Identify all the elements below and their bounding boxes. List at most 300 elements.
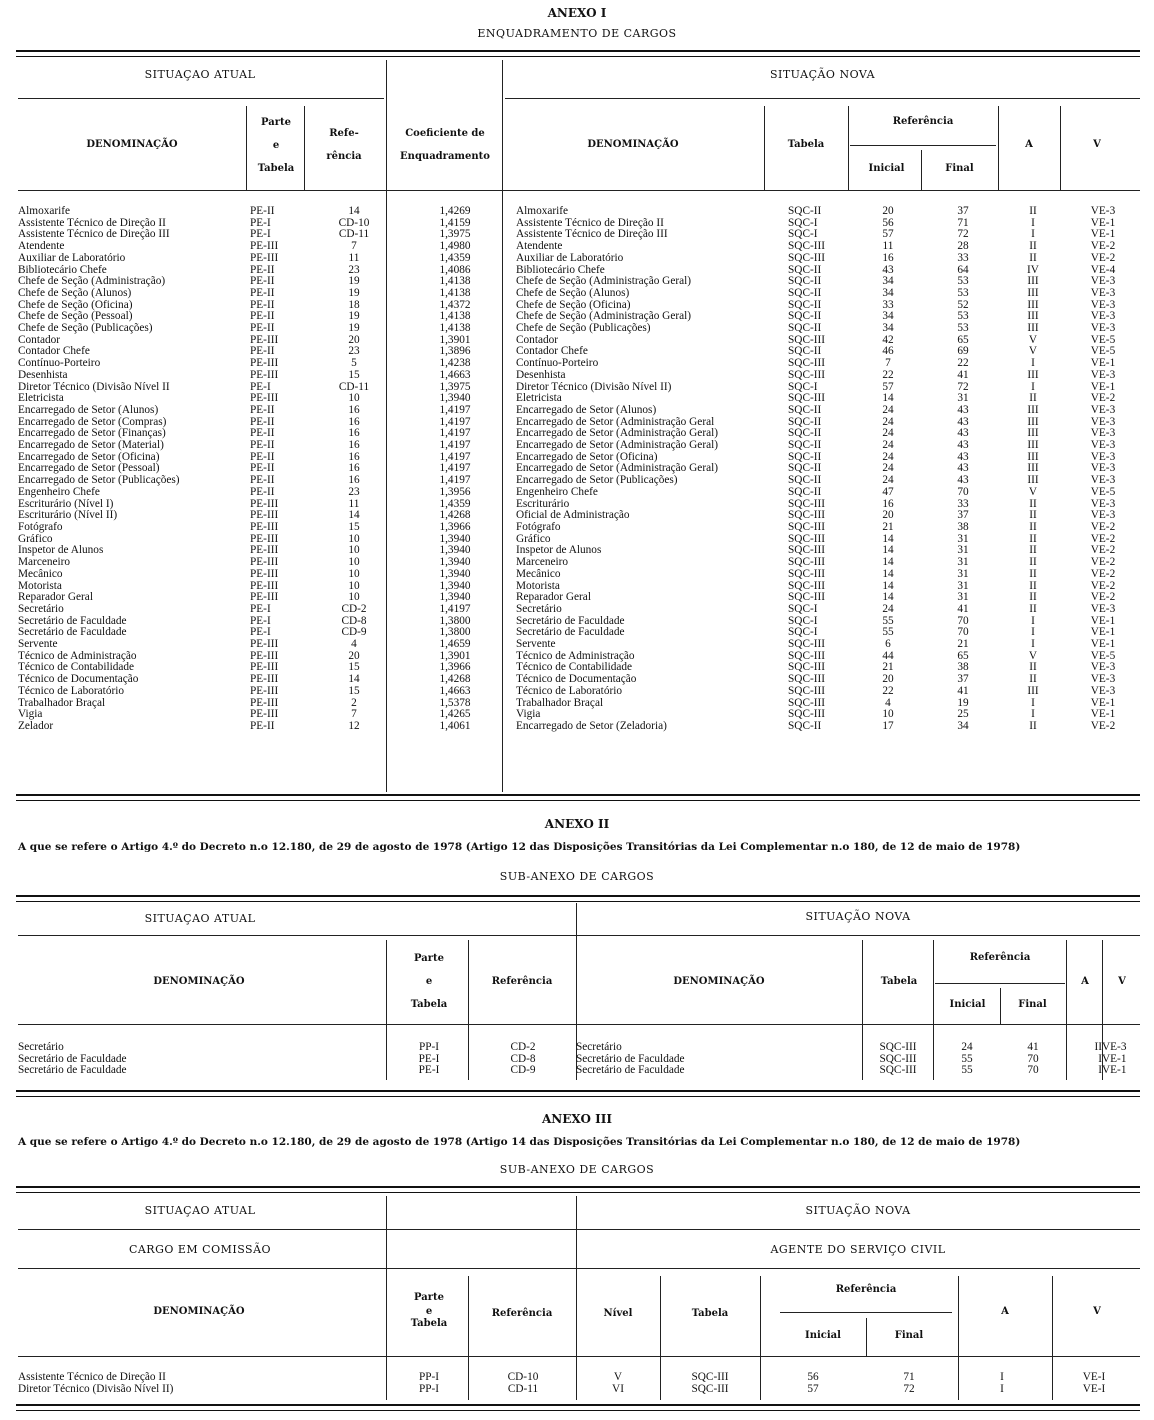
table-cell: 56: [807, 1371, 819, 1383]
table-cell: 19: [348, 275, 360, 288]
table-cell: VE-2: [1090, 520, 1116, 533]
annex3-vline: [866, 1318, 867, 1356]
annex1-h-parte: Parte: [261, 117, 291, 128]
table-cell: 70: [957, 485, 969, 498]
table-cell: PE-III: [250, 591, 279, 604]
table-cell: 5: [351, 357, 357, 370]
annex1-header-bottom-rule: [18, 190, 1140, 191]
table-cell: PE-III: [250, 673, 279, 686]
table-cell: Encarregado de Setor (Oficina): [18, 450, 160, 463]
table-cell: III: [1027, 286, 1039, 299]
table-cell: 65: [957, 333, 969, 346]
table-cell: 1,4086: [439, 263, 471, 276]
table-cell: 1,3966: [439, 520, 471, 533]
table-cell: 7: [351, 240, 357, 253]
annex1-vline: [304, 106, 305, 190]
table-cell: II: [1029, 532, 1037, 545]
table-cell: 57: [807, 1382, 819, 1395]
table-cell: 31: [957, 556, 969, 569]
table-row: [18, 569, 1138, 581]
table-cell: 72: [957, 380, 969, 393]
table-row: [18, 253, 1138, 265]
table-cell: 23: [348, 485, 360, 498]
table-cell: Secretário: [18, 1041, 64, 1053]
table-cell: SQC-II: [788, 450, 822, 463]
table-cell: Escriturário: [516, 497, 570, 510]
table-row: [18, 627, 1138, 639]
table-cell: VE-I: [1082, 1371, 1106, 1383]
table-cell: SQC-III: [788, 240, 826, 253]
table-cell: SQC-III: [879, 1052, 917, 1065]
table-cell: 14: [348, 205, 360, 217]
table-row: [18, 487, 1138, 499]
annex2-h-final: Final: [1018, 999, 1047, 1010]
table-cell: 43: [957, 474, 969, 487]
table-cell: 31: [957, 532, 969, 545]
table-cell: Encarregado de Setor (Alunos): [18, 403, 159, 416]
table-cell: II: [1029, 719, 1037, 732]
table-cell: SQC-II: [788, 403, 822, 416]
table-cell: Técnico de Administração: [18, 649, 137, 662]
table-cell: Motorista: [516, 579, 560, 592]
table-cell: 1,4359: [439, 251, 471, 264]
annex2-h-tabela-nova: Tabela: [880, 976, 918, 987]
table-cell: SQC-III: [788, 579, 826, 592]
table-cell: 14: [882, 591, 894, 604]
annex1-h-denominacao-nova: DENOMINAÇÃO: [587, 139, 679, 150]
table-cell: 10: [348, 579, 360, 592]
table-cell: 1,4980: [439, 240, 471, 253]
annex1-group-atual: SITUAÇAO ATUAL: [144, 68, 256, 81]
table-cell: 53: [957, 310, 969, 323]
annex3-h-referencia: Referência: [491, 1308, 553, 1319]
table-cell: 10: [348, 556, 360, 569]
table-cell: 1,4238: [439, 357, 471, 370]
table-cell: 56: [882, 216, 894, 229]
table-row: [18, 592, 1138, 604]
table-cell: Encarregado de Setor (Material): [18, 439, 164, 452]
annex3-h-e: e: [425, 1306, 433, 1317]
table-cell: SQC-II: [788, 485, 822, 498]
table-cell: VE-3: [1090, 462, 1116, 475]
table-cell: SQC-III: [788, 333, 826, 346]
table-row: [18, 288, 1138, 300]
annex2-h-referencia-nova: Referência: [969, 952, 1031, 963]
annex3-h-v: V: [1093, 1306, 1101, 1317]
table-row: [18, 1372, 1136, 1384]
table-cell: VE-I: [1082, 1382, 1106, 1395]
table-cell: 1,3800: [439, 626, 471, 639]
table-cell: 25: [957, 708, 969, 721]
table-cell: Encarregado de Setor (Administração Geral): [516, 462, 718, 475]
table-cell: I: [1000, 1371, 1004, 1383]
table-cell: SQC-III: [788, 673, 826, 686]
table-row: [18, 545, 1138, 557]
table-cell: VE-1: [1090, 228, 1116, 241]
table-cell: Gráfico: [18, 532, 53, 545]
table-cell: 1,4138: [439, 322, 471, 335]
table-cell: Técnico de Contabilidade: [18, 661, 135, 674]
table-cell: PE-II: [250, 275, 275, 288]
annex3-header-bottom-rule: [18, 1356, 1140, 1357]
table-cell: VE-1: [1090, 696, 1116, 709]
table-cell: 34: [882, 322, 894, 335]
table-cell: CD-9: [510, 1064, 536, 1077]
table-cell: 1,4138: [439, 275, 471, 288]
annex1-subtitle: ENQUADRAMENTO DE CARGOS: [477, 27, 677, 40]
table-cell: Chefe de Seção (Publicações): [516, 322, 651, 335]
table-cell: Encarregado de Setor (Administração Geral): [516, 427, 718, 440]
table-cell: PE-III: [250, 696, 279, 709]
table-cell: Chefe de Seção (Oficina): [516, 298, 631, 311]
table-cell: SQC-III: [788, 649, 826, 662]
table-cell: 42: [882, 333, 894, 346]
table-cell: II: [1029, 205, 1037, 217]
annex2-subtitle: SUB-ANEXO DE CARGOS: [499, 870, 655, 883]
table-cell: 14: [882, 532, 894, 545]
table-cell: VE-3: [1090, 602, 1116, 615]
table-cell: SQC-III: [879, 1041, 917, 1053]
table-cell: Trabalhador Braçal: [516, 696, 604, 709]
table-cell: 34: [882, 310, 894, 323]
annex3-cargo: CARGO EM COMISSÃO: [128, 1243, 272, 1256]
table-cell: 1,3901: [439, 333, 471, 346]
table-cell: Assistente Técnico de Direção III: [18, 228, 170, 241]
annex3-referencia-rule: [780, 1312, 952, 1313]
table-cell: 71: [957, 216, 969, 229]
table-cell: 55: [961, 1064, 973, 1077]
table-cell: Encarregado de Setor (Publicações): [18, 474, 180, 487]
table-cell: VE-5: [1090, 485, 1116, 498]
table-cell: 41: [957, 602, 969, 615]
table-cell: Engenheiro Chefe: [516, 485, 598, 498]
annex2-h-a: A: [1081, 976, 1089, 987]
annex1-h-refe: Refe-: [329, 128, 359, 139]
table-cell: Secretário de Faculdade: [18, 1052, 127, 1065]
table-cell: PE-I: [418, 1052, 440, 1065]
table-cell: SQC-II: [788, 427, 822, 440]
table-cell: 1,4197: [439, 474, 471, 487]
table-cell: 1,3975: [439, 380, 471, 393]
table-cell: 16: [348, 439, 360, 452]
table-cell: 33: [957, 497, 969, 510]
table-cell: 10: [348, 544, 360, 557]
table-cell: 69: [957, 345, 969, 358]
table-cell: II: [1029, 556, 1037, 569]
annex1-vline: [848, 106, 849, 190]
table-cell: Encarregado de Setor (Pessoal): [18, 462, 160, 475]
table-cell: Marceneiro: [516, 556, 569, 569]
table-cell: SQC-II: [788, 263, 822, 276]
table-cell: Técnico de Documentação: [18, 673, 139, 686]
table-cell: 31: [957, 579, 969, 592]
table-cell: CD-8: [510, 1052, 536, 1065]
annex2-h-parte: Parte: [414, 953, 444, 964]
table-cell: 24: [882, 439, 894, 452]
table-cell: PE-II: [250, 205, 275, 217]
table-cell: II: [1029, 497, 1037, 510]
table-cell: 18: [348, 298, 360, 311]
table-cell: 43: [882, 263, 894, 276]
table-cell: VE-1: [1090, 614, 1116, 627]
table-cell: 16: [348, 427, 360, 440]
table-cell: 37: [957, 205, 969, 217]
table-cell: III: [1027, 427, 1039, 440]
annex2-title: ANEXO II: [544, 817, 610, 831]
table-cell: 31: [957, 544, 969, 557]
annex2-h-denominacao: DENOMINAÇÃO: [153, 976, 245, 987]
annex1-h-inicial: Inicial: [868, 163, 905, 174]
table-cell: II: [1029, 392, 1037, 405]
table-cell: II: [1029, 602, 1037, 615]
table-cell: 1,4197: [439, 450, 471, 463]
table-cell: II: [1029, 520, 1037, 533]
table-cell: Zelador: [18, 719, 54, 732]
table-cell: CD-8: [341, 614, 367, 627]
table-cell: VE-2: [1090, 579, 1116, 592]
table-cell: 22: [882, 684, 894, 697]
table-cell: 46: [882, 345, 894, 358]
table-cell: SQC-III: [788, 567, 826, 580]
table-cell: VE-3: [1090, 275, 1116, 288]
table-cell: PE-III: [250, 392, 279, 405]
table-cell: Escriturário (Nível II): [18, 509, 118, 522]
table-cell: Contador Chefe: [18, 345, 90, 358]
table-cell: SQC-II: [788, 205, 822, 217]
table-cell: Encarregado de Setor (Zeladoria): [516, 719, 667, 732]
table-cell: 1,4269: [439, 205, 471, 217]
table-cell: II: [1029, 591, 1037, 604]
table-cell: VE-5: [1090, 333, 1116, 346]
table-cell: 1,3940: [439, 579, 471, 592]
table-cell: PE-I: [250, 228, 271, 241]
table-cell: I: [1031, 380, 1035, 393]
table-cell: Oficial de Administração: [516, 509, 630, 522]
table-cell: I: [1000, 1382, 1004, 1395]
table-cell: Bibliotecário Chefe: [18, 263, 107, 276]
table-cell: Bibliotecário Chefe: [516, 263, 605, 276]
table-cell: VE-3: [1090, 427, 1116, 440]
table-cell: 31: [957, 567, 969, 580]
table-cell: 4: [885, 696, 891, 709]
table-row: [18, 1065, 1138, 1077]
table-cell: 1,3896: [439, 345, 471, 358]
table-cell: 14: [882, 579, 894, 592]
table-cell: 34: [882, 286, 894, 299]
table-cell: 7: [885, 357, 891, 370]
annex1-vline: [764, 106, 765, 190]
table-cell: Secretário de Faculdade: [516, 626, 625, 639]
annex1-vline: [1060, 106, 1061, 190]
table-cell: SQC-II: [788, 462, 822, 475]
table-cell: VE-2: [1090, 251, 1116, 264]
table-cell: Fotógrafo: [18, 520, 63, 533]
table-cell: SQC-II: [788, 275, 822, 288]
table-cell: 1,4197: [439, 403, 471, 416]
table-row: [18, 382, 1138, 394]
table-cell: Assistente Técnico de Direção III: [516, 228, 668, 241]
table-cell: VE-2: [1090, 719, 1116, 732]
table-cell: VE-3: [1090, 509, 1116, 522]
annex3-bottom-rule: [16, 1404, 1140, 1411]
table-cell: PE-III: [250, 240, 279, 253]
table-cell: Marceneiro: [18, 556, 71, 569]
table-cell: I: [1031, 228, 1035, 241]
table-cell: CD-11: [338, 380, 370, 393]
table-cell: VE-1: [1102, 1052, 1127, 1065]
table-cell: PE-I: [250, 216, 271, 229]
table-cell: 10: [348, 567, 360, 580]
table-cell: 15: [348, 368, 360, 381]
table-cell: 16: [882, 251, 894, 264]
table-cell: 1,5378: [439, 696, 471, 709]
annex1-h-tabela: Tabela: [257, 163, 295, 174]
table-cell: VE-5: [1090, 649, 1116, 662]
table-cell: PE-II: [250, 286, 275, 299]
table-cell: I: [1031, 614, 1035, 627]
table-cell: 24: [882, 415, 894, 428]
table-cell: 21: [882, 520, 894, 533]
table-cell: SQC-III: [788, 556, 826, 569]
annex2-h-referencia: Referência: [491, 976, 553, 987]
table-cell: SQC-III: [788, 251, 826, 264]
table-cell: V: [1028, 333, 1038, 346]
table-cell: PE-II: [250, 345, 275, 358]
table-row: [18, 1384, 1136, 1396]
table-cell: 64: [957, 263, 969, 276]
annex3-h-tabela-nova: Tabela: [691, 1308, 729, 1319]
table-cell: PE-III: [250, 497, 279, 510]
table-cell: Contador: [18, 333, 61, 346]
table-cell: PE-II: [250, 415, 275, 428]
annex3-h-tabela: Tabela: [410, 1318, 448, 1329]
table-cell: 19: [957, 696, 969, 709]
table-cell: 16: [348, 474, 360, 487]
table-cell: Servente: [18, 638, 58, 651]
table-cell: II: [1029, 240, 1037, 253]
annex3-h-nivel: Nível: [603, 1308, 633, 1319]
table-cell: 23: [348, 345, 360, 358]
table-cell: 33: [957, 251, 969, 264]
table-cell: Encarregado de Setor (Oficina): [516, 450, 658, 463]
table-cell: 16: [882, 497, 894, 510]
table-cell: Reparador Geral: [516, 591, 591, 604]
table-cell: VE-3: [1090, 684, 1116, 697]
table-cell: 20: [348, 649, 360, 662]
table-cell: PE-III: [250, 661, 279, 674]
table-cell: Desenhista: [18, 368, 68, 381]
table-cell: PE-I: [418, 1064, 440, 1077]
table-row: [18, 557, 1138, 569]
annex2-h-e: e: [425, 976, 433, 987]
table-cell: SQC-III: [788, 532, 826, 545]
table-cell: 14: [882, 567, 894, 580]
annex3-title: ANEXO III: [542, 1112, 612, 1126]
table-cell: III: [1027, 474, 1039, 487]
table-cell: Técnico de Contabilidade: [516, 661, 633, 674]
annex2-referencia-rule: [935, 983, 1065, 984]
table-cell: 20: [882, 205, 894, 217]
table-cell: 1,3975: [439, 228, 471, 241]
table-row: [18, 323, 1138, 335]
annex3-group-atual: SITUAÇAO ATUAL: [144, 1204, 256, 1217]
table-cell: V: [1028, 649, 1038, 662]
table-row: [18, 1042, 1138, 1054]
table-cell: Trabalhador Braçal: [18, 696, 106, 709]
table-cell: SQC-III: [788, 661, 826, 674]
table-cell: VE-2: [1090, 567, 1116, 580]
table-row: [18, 522, 1138, 534]
table-cell: SQC-II: [788, 719, 822, 732]
table-cell: PE-III: [250, 520, 279, 533]
table-cell: Chefe de Seção (Alunos): [516, 286, 630, 299]
table-cell: VE-1: [1102, 1064, 1127, 1077]
annex2-top-rule: [16, 895, 1140, 902]
table-cell: PP-I: [418, 1371, 440, 1383]
table-cell: 41: [1027, 1041, 1039, 1053]
table-cell: 19: [348, 322, 360, 335]
annex2-h-v: V: [1118, 976, 1126, 987]
annex1-referencia-rule: [850, 145, 996, 146]
table-cell: Mecânico: [516, 567, 561, 580]
table-cell: 37: [957, 509, 969, 522]
table-cell: I: [1031, 216, 1035, 229]
table-cell: 16: [348, 415, 360, 428]
table-cell: 41: [957, 368, 969, 381]
table-cell: 53: [957, 275, 969, 288]
table-cell: 4: [351, 638, 357, 651]
table-cell: 53: [957, 322, 969, 335]
table-cell: Chefe de Seção (Oficina): [18, 298, 133, 311]
annex1-h-coef1: Coeficiente de: [405, 128, 485, 139]
table-cell: 6: [885, 638, 891, 651]
table-cell: Encarregado de Setor (Publicações): [516, 474, 678, 487]
table-row: [18, 639, 1138, 651]
table-cell: VE-3: [1090, 368, 1116, 381]
table-cell: SQC-II: [788, 474, 822, 487]
table-cell: VE-4: [1090, 263, 1116, 276]
table-cell: 28: [957, 240, 969, 253]
table-cell: Chefe de Seção (Administração Geral): [516, 275, 692, 288]
annex1-h-tabela-nova: Tabela: [787, 139, 825, 150]
table-cell: 23: [348, 263, 360, 276]
table-cell: Encarregado de Setor (Administração Geral: [516, 415, 715, 428]
table-cell: 57: [882, 228, 894, 241]
table-cell: PE-I: [250, 602, 271, 615]
table-cell: 1,4138: [439, 286, 471, 299]
table-cell: VE-3: [1090, 322, 1116, 335]
table-cell: III: [1027, 439, 1039, 452]
table-cell: Engenheiro Chefe: [18, 485, 100, 498]
table-cell: III: [1027, 403, 1039, 416]
annex1-h-final: Final: [945, 163, 974, 174]
table-cell: 31: [957, 591, 969, 604]
table-cell: 1,4197: [439, 462, 471, 475]
table-cell: 1,4663: [439, 368, 471, 381]
table-cell: Servente: [516, 638, 556, 651]
table-row: [18, 229, 1138, 241]
table-cell: 24: [882, 462, 894, 475]
table-cell: 34: [882, 275, 894, 288]
table-cell: 16: [348, 450, 360, 463]
table-cell: CD-10: [507, 1371, 539, 1383]
table-cell: VE-1: [1090, 626, 1116, 639]
table-row: [18, 604, 1138, 616]
table-cell: PE-III: [250, 532, 279, 545]
table-cell: 20: [882, 509, 894, 522]
table-cell: I: [1031, 626, 1035, 639]
annex1-group-nova: SITUAÇÃO NOVA: [769, 68, 876, 81]
